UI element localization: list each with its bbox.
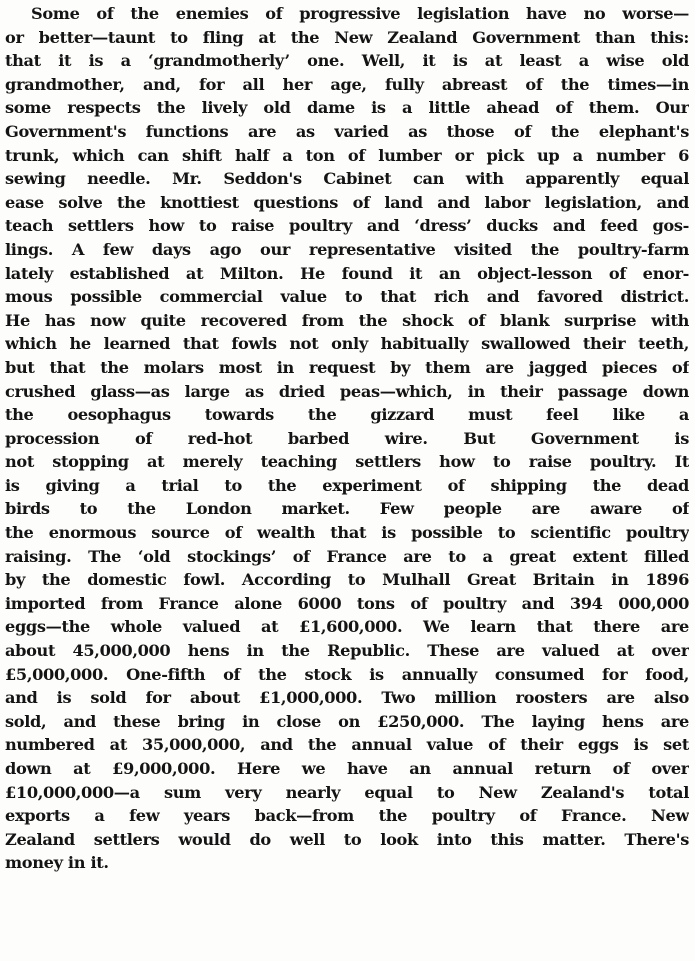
article-line: which he learned that fowls not only habitually swallowed their teeth, <box>5 334 689 354</box>
article-body <box>5 2 689 875</box>
article-line: that it is a ‘grandmotherly’ one. Well, it is at least a wise old <box>5 51 689 71</box>
article-line: down at £9,000,000. Here we have an annual return of over <box>5 759 689 778</box>
article-line: is giving a trial to the experiment of shipping the dead <box>5 475 689 495</box>
article-line: ease solve the knottiest questions of land and labor legislation, and <box>5 192 689 212</box>
article-line: eggs—the whole valued at £1,600,000. We learn that there are <box>5 617 689 637</box>
article-line: Government's functions are as varied as those of the elephant's <box>5 121 689 141</box>
article-line: £5,000,000. One-fifth of the stock is annually consumed for food, <box>5 664 689 684</box>
article-line: about 45,000,000 hens in the Republic. These are valued at over <box>5 641 689 661</box>
article-line: the oesophagus towards the gizzard must feel like a <box>5 405 689 425</box>
article-line: Some of the enemies of progressive legislation have no worse— <box>31 4 689 23</box>
article-line: the enormous source of wealth that is possible to scientific poultry <box>5 523 689 543</box>
article-line: birds to the London market. Few people are aware of <box>5 499 689 519</box>
article-line: trunk, which can shift half a ton of lumber or pick up a number 6 <box>5 145 689 165</box>
article-line: numbered at 35,000,000, and the annual value of their eggs is set <box>5 735 689 755</box>
article-line: not stopping at merely teaching settlers how to raise poultry. It <box>5 452 689 472</box>
article-line: teach settlers how to raise poultry and ‘dress’ ducks and feed gos- <box>5 216 689 236</box>
article-line: He has now quite recovered from the shock of blank surprise with <box>5 310 689 330</box>
article-line: sold, and these bring in close on £250,000. The laying hens are <box>5 711 689 731</box>
article-line: crushed glass—as large as dried peas—which, in their passage down <box>5 381 689 401</box>
article-line: some respects the lively old dame is a little ahead of them. Our <box>5 98 689 118</box>
article-line: or better—taunt to fling at the New Zealand Government than this: <box>5 27 689 47</box>
article-line: exports a few years back—from the poultry of France. New <box>5 806 689 826</box>
article-line: sewing needle. Mr. Seddon's Cabinet can with apparently equal <box>5 169 689 189</box>
article-line: £10,000,000—a sum very nearly equal to New Zealand's total <box>5 782 689 802</box>
article-line: lately established at Milton. He found it an object-lesson of enor- <box>5 263 689 283</box>
article-line: imported from France alone 6000 tons of poultry and 394 000,000 <box>5 593 689 613</box>
article-line: lings. A few days ago our representative visited the poultry-farm <box>5 239 689 259</box>
article-line: Zealand settlers would do well to look into this matter. There's <box>5 829 689 849</box>
article-line: mous possible commercial value to that rich and favored district. <box>5 287 689 307</box>
article-line: raising. The ‘old stockings’ of France are to a great extent filled <box>5 546 689 566</box>
article-line: procession of red-hot barbed wire. But Government is <box>5 428 689 448</box>
article-line: money in it. <box>5 853 109 873</box>
article-line: by the domestic fowl. According to Mulhall Great Britain in 1896 <box>5 570 689 590</box>
article-line: grandmother, and, for all her age, fully abreast of the times—in <box>5 74 689 94</box>
article-line: but that the molars most in request by them are jagged pieces of <box>5 357 689 377</box>
article-line: and is sold for about £1,000,000. Two million roosters are also <box>5 688 689 708</box>
